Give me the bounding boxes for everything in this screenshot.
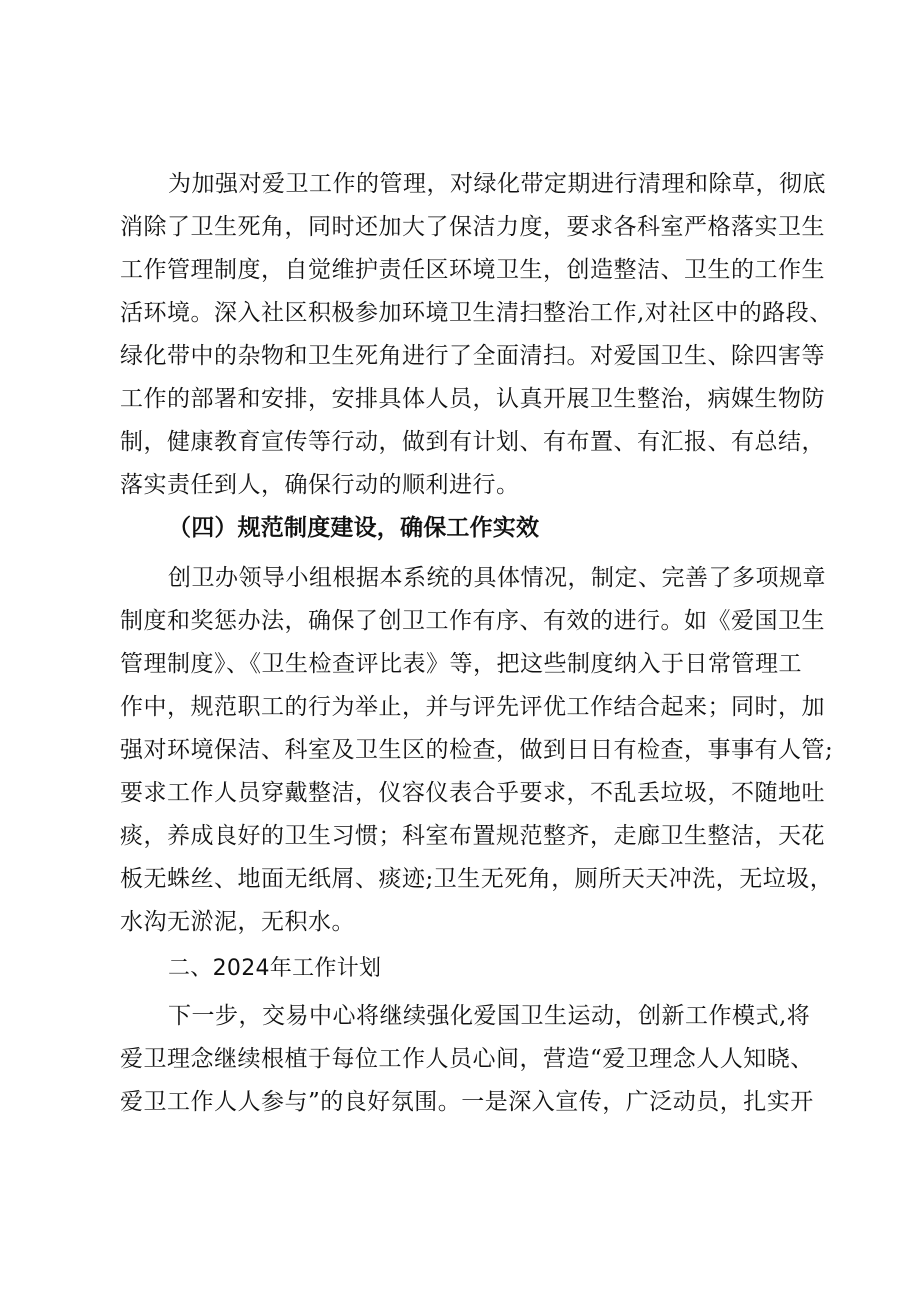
section-heading-four: （四）规范制度建设，确保工作实效	[168, 514, 540, 541]
section-two-title: 二、2024年工作计划	[168, 956, 382, 981]
paragraph-1-line-8: 落实责任到人，确保行动的顺利进行。	[120, 472, 520, 498]
paragraph-2-line-8: 板无蛛丝、地面无纸屑、痰迹;卫生无死角，厕所天天冲洗，无垃圾，	[120, 866, 834, 892]
paragraph-1-line-4: 活环境。深入社区积极参加环境卫生清扫整治工作,对社区中的路段、	[120, 300, 833, 326]
paragraph-2-line-5: 强对环境保洁、科室及卫生区的检查，做到日日有检查，事事有人管;	[120, 737, 834, 763]
paragraph-2-line-2: 制度和奖惩办法，确保了创卫工作有序、有效的进行。如《爱国卫生	[120, 608, 825, 634]
paragraph-1-line-7: 制，健康教育宣传等行动，做到有计划、有布置、有汇报、有总结，	[120, 429, 825, 455]
paragraph-2-line-4: 作中，规范职工的行为举止，并与评先评优工作结合起来；同时，加	[120, 694, 825, 720]
paragraph-2-line-3: 管理制度》、《卫生检查评比表》等，把这些制度纳入于日常管理工	[120, 651, 802, 677]
paragraph-2-line-6: 要求工作人员穿戴整洁，仪容仪表合乎要求，不乱丢垃圾，不随地吐	[120, 780, 825, 806]
paragraph-2-line-7: 痰，养成良好的卫生习惯；科室布置规范整齐，走廊卫生整洁，天花	[120, 823, 825, 849]
paragraph-2-line-9: 水沟无淤泥，无积水。	[120, 909, 355, 935]
paragraph-3-line-3: 爱卫工作人人参与”的良好氛围。一是深入宣传，广泛动员，扎实开	[120, 1089, 814, 1115]
paragraph-1-line-6: 工作的部署和安排，安排具体人员，认真开展卫生整治，病媒生物防	[120, 386, 825, 412]
paragraph-3-line-2: 爱卫理念继续根植于每位工作人员心间，营造“爱卫理念人人知晓、	[120, 1046, 814, 1072]
paragraph-1-line-3: 工作管理制度，自觉维护责任区环境卫生，创造整洁、卫生的工作生	[120, 257, 825, 283]
paragraph-1-line-5: 绿化带中的杂物和卫生死角进行了全面清扫。对爱国卫生、除四害等	[120, 343, 825, 369]
paragraph-1-line-2: 消除了卫生死角，同时还加大了保洁力度，要求各科室严格落实卫生	[120, 214, 825, 240]
paragraph-3-line-1: 下一步，交易中心将继续强化爱国卫生运动，创新工作模式,将	[168, 1003, 811, 1029]
paragraph-2-line-1: 创卫办领导小组根据本系统的具体情况，制定、完善了多项规章	[168, 565, 826, 591]
paragraph-1-line-1: 为加强对爱卫工作的管理，对绿化带定期进行清理和除草，彻底	[168, 171, 826, 197]
